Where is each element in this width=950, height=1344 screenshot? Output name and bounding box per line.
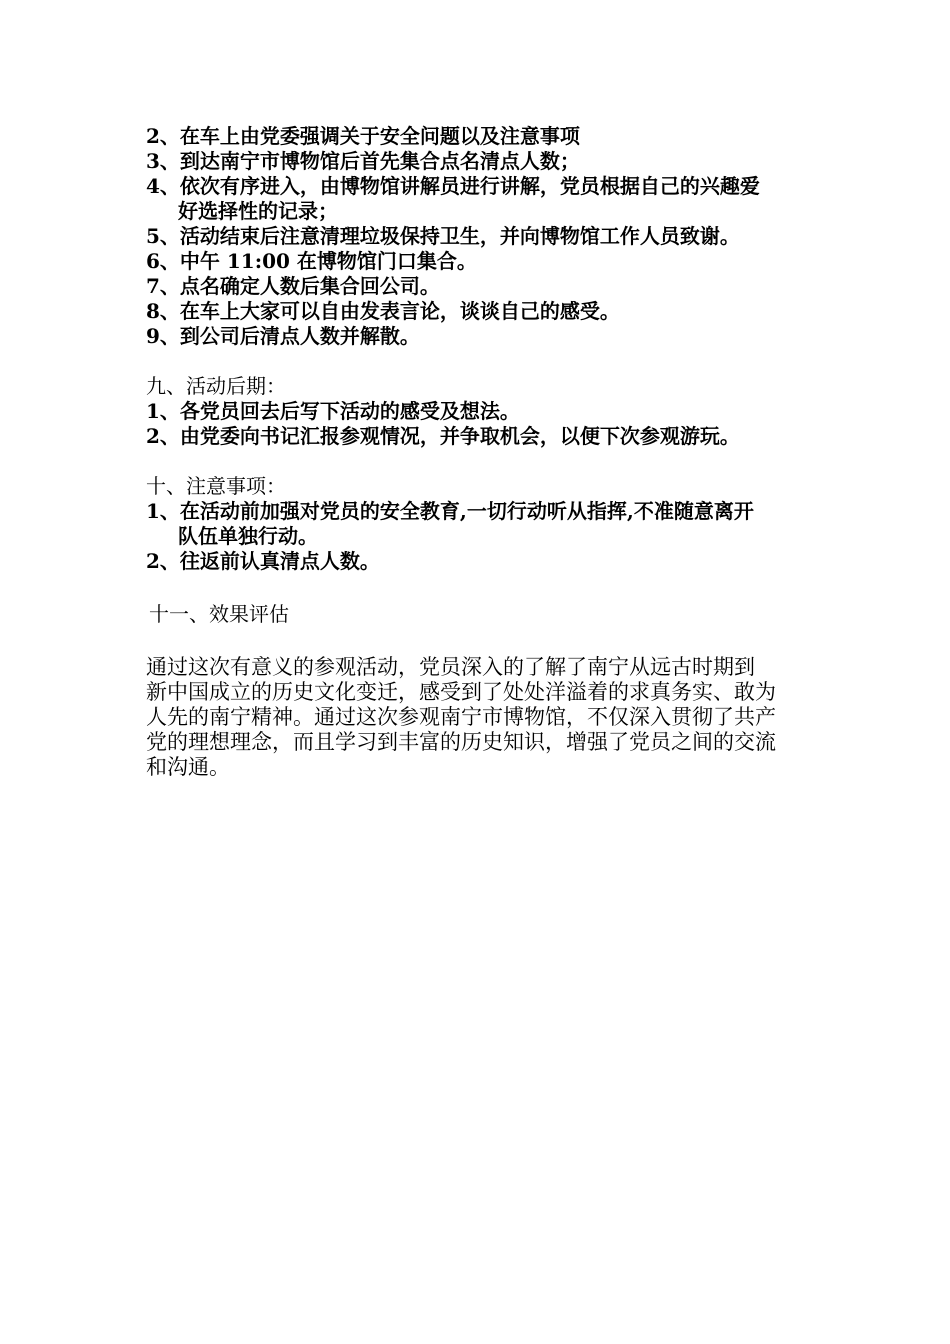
step-5: 5、活动结束后注意清理垃圾保持卫生，并向博物馆工作人员致谢。: [146, 224, 740, 248]
paragraph-line: 和沟通。: [146, 755, 230, 779]
paragraph-line: 党的理想理念，而且学习到丰富的历史知识，增强了党员之间的交流: [146, 730, 776, 754]
step-3: 3、到达南宁市博物馆后首先集合点名清点人数；: [146, 149, 580, 173]
section-11-paragraph: [146, 655, 816, 780]
section-9-heading: 九、活动后期：: [146, 374, 286, 398]
step-7: 7、点名确定人数后集合回公司。: [146, 274, 440, 298]
step-9: 9、到公司后清点人数并解散。: [146, 324, 420, 348]
spacer: [146, 574, 816, 602]
step-8: 8、在车上大家可以自由发表言论，谈谈自己的感受。: [146, 299, 620, 323]
section-10-item-1-continued: 队伍单独行动。: [178, 524, 318, 548]
document-page: [146, 124, 816, 780]
paragraph-line: 通过这次有意义的参观活动，党员深入的了解了南宁从远古时期到: [146, 655, 755, 679]
section-10-heading: 十、注意事项：: [146, 474, 286, 498]
section-10-item-2: 2、往返前认真清点人数。: [146, 549, 380, 573]
paragraph-line: 人先的南宁精神。通过这次参观南宁市博物馆，不仅深入贯彻了共产: [146, 705, 776, 729]
section-9-item-2: 2、由党委向书记汇报参观情况，并争取机会，以便下次参观游玩。: [146, 424, 740, 448]
section-11-heading: 十一、效果评估: [149, 602, 289, 626]
spacer: [146, 449, 816, 474]
spacer: [146, 627, 816, 655]
paragraph-line: 新中国成立的历史文化变迁，感受到了处处洋溢着的求真务实、敢为: [146, 680, 776, 704]
section-10-item-1: 1、在活动前加强对党员的安全教育,一切行动听从指挥,不准随意离开: [146, 499, 754, 523]
spacer: [146, 349, 816, 374]
step-4-continued: 好选择性的记录；: [178, 199, 338, 223]
section-9-item-1: 1、各党员回去后写下活动的感受及想法。: [146, 399, 520, 423]
step-6: 6、中午 11:00 在博物馆门口集合。: [146, 249, 477, 273]
step-2: 2、在车上由党委强调关于安全问题以及注意事项: [146, 124, 580, 148]
step-4: 4、依次有序进入，由博物馆讲解员进行讲解，党员根据自己的兴趣爱: [146, 174, 760, 198]
